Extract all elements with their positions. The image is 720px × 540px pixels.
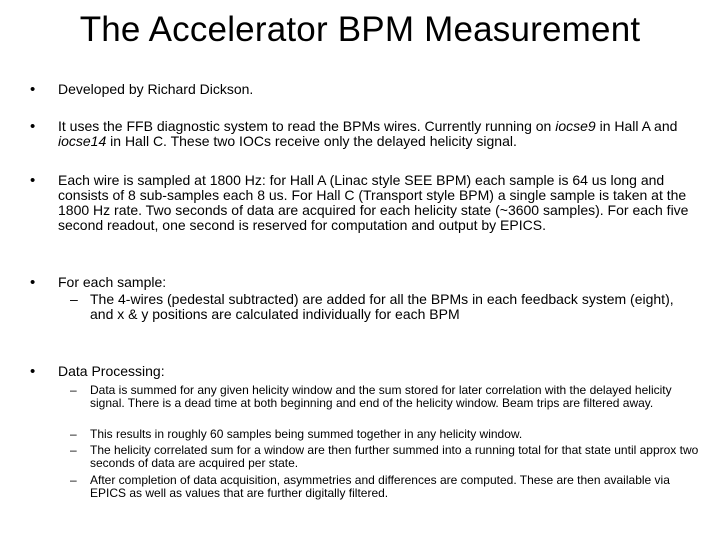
bullet-marker: •	[30, 172, 36, 189]
bullet-text: Each wire is sampled at 1800 Hz: for Hall A (Linac style SEE BPM) each sample is 64 us long and consists of 8 sub-samples each 8 us. For Hall C (Transport style BPM) a single sample is taken at the 1800 Hz rate. Two seconds of data are acquired for each helicity state (~3600 samples). For each five second readout, one second is reserved for computation and output by EPICS.	[58, 172, 689, 233]
sub-bullet-text: This results in roughly 60 samples being summed together in any helicity window.	[90, 427, 523, 441]
sub-bullet-text: The helicity correlated sum for a window are then further summed into a running total for that state until approx two seconds of data are acquired per state.	[90, 443, 699, 470]
sub-bullet-text: Data is summed for any given helicity window and the sum stored for later correlation with the delayed helicity signal. There is a dead time at both beginning and end of the helicity window. Beam trips are filtered away.	[90, 383, 672, 410]
bullet-marker: •	[30, 363, 36, 380]
bullet-text: For each sample:	[58, 274, 167, 290]
sub-bullet-marker: –	[70, 383, 77, 397]
bullet-marker: •	[30, 118, 36, 135]
sub-bullet-marker: –	[70, 291, 78, 307]
bullet-text: It uses the FFB diagnostic system to read the BPMs wires. Currently running on iocse9 in Hall A and iocse14 in Hall C. These two IOCs receive only the delayed helicity signal.	[58, 118, 678, 149]
bullet-marker: •	[30, 81, 36, 98]
sub-bullet-text: After completion of data acquisition, asymmetries and differences are computed. These are then available via EPICS as well as values that are further digitally filtered.	[90, 473, 670, 500]
sub-bullet-marker: –	[70, 473, 77, 487]
bullet-text: Data Processing:	[58, 363, 165, 379]
sub-bullet-marker: –	[70, 443, 77, 457]
sub-bullet-text: The 4-wires (pedestal subtracted) are added for all the BPMs in each feedback system (eight), and x & y positions are calculated individually for each BPM	[90, 291, 674, 322]
bullet-marker: •	[30, 274, 36, 291]
bullet-text: Developed by Richard Dickson.	[58, 81, 254, 97]
sub-bullet-marker: –	[70, 427, 77, 441]
slide-title: The Accelerator BPM Measurement	[79, 10, 641, 49]
